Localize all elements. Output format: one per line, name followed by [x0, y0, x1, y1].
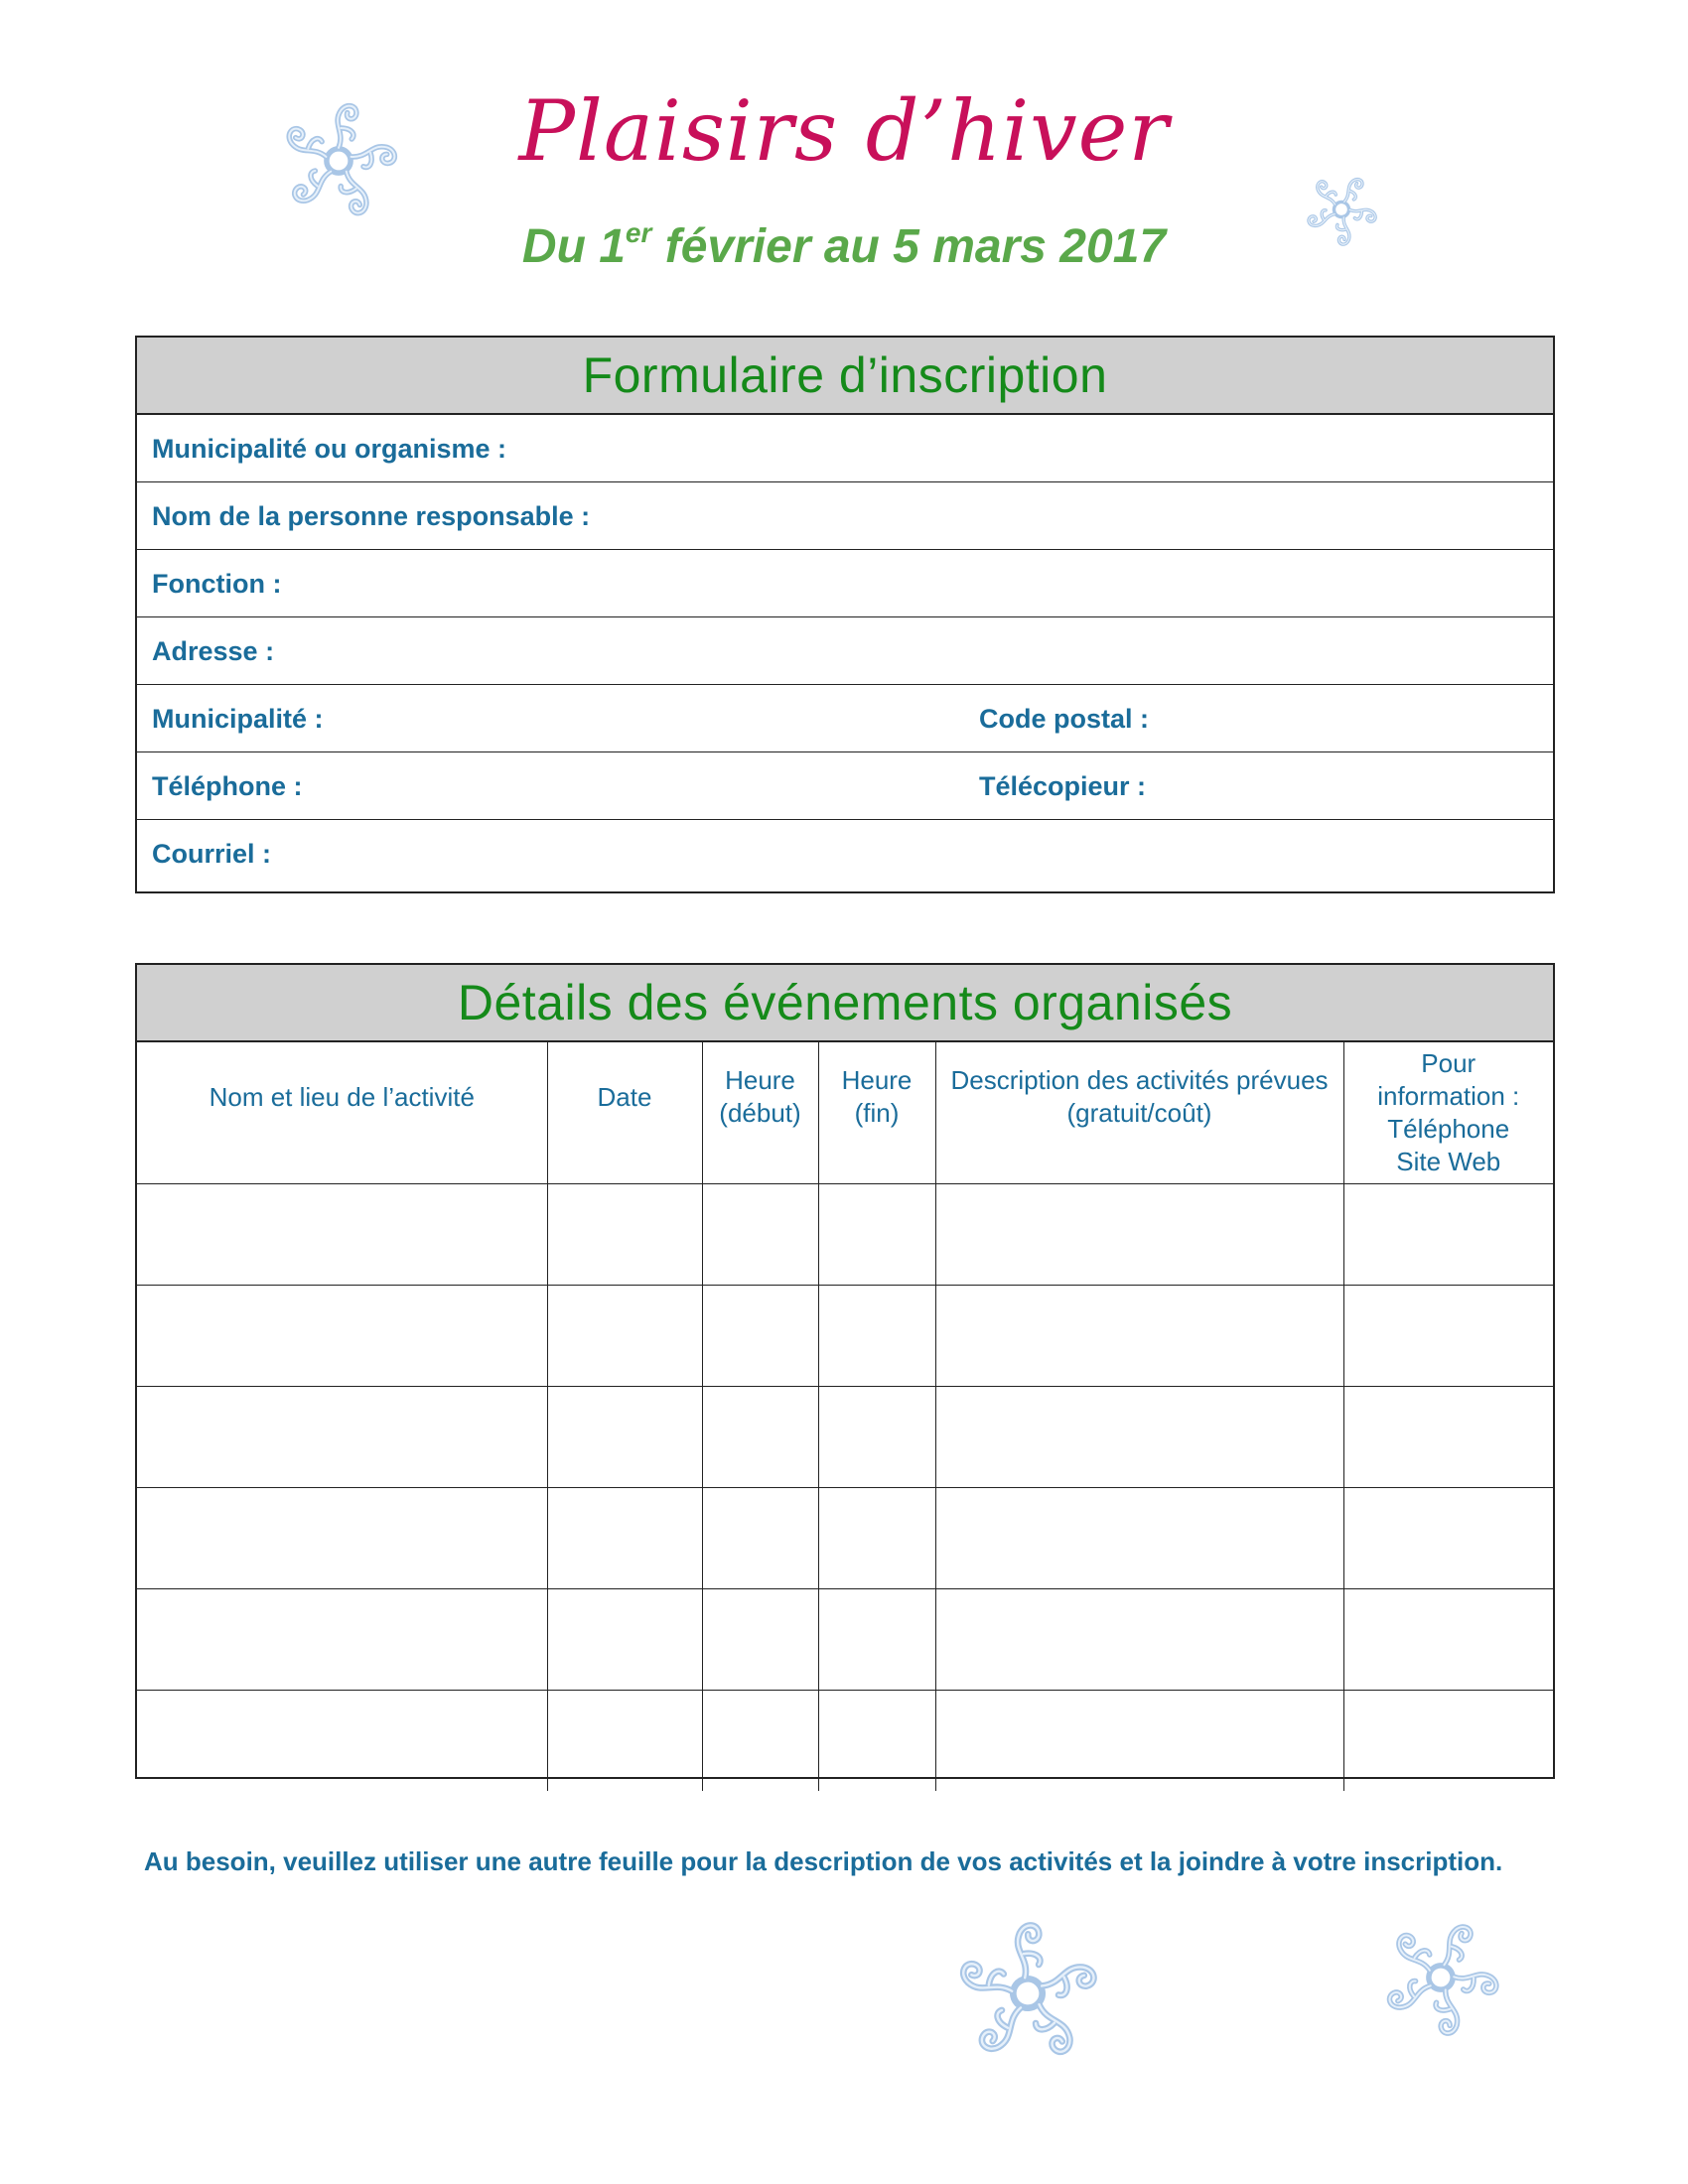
table-cell[interactable] — [547, 1691, 702, 1792]
registration-form — [135, 336, 1555, 893]
events-table — [137, 1042, 1553, 1791]
table-cell[interactable] — [547, 1184, 702, 1286]
table-cell[interactable] — [137, 1589, 547, 1691]
responsible-row[interactable] — [137, 482, 1553, 550]
column-header: Heure (fin) — [818, 1042, 935, 1184]
registration-heading: Formulaire d’inscription — [137, 338, 1553, 415]
snowflake-icon — [1375, 1912, 1506, 2043]
municipality-row[interactable] — [137, 685, 1553, 752]
table-cell[interactable] — [818, 1387, 935, 1488]
events-section — [135, 963, 1555, 1779]
phone-row[interactable] — [137, 752, 1553, 820]
address-row[interactable] — [137, 617, 1553, 685]
table-row — [137, 1184, 1553, 1286]
column-header: Heure (début) — [702, 1042, 818, 1184]
function-row[interactable] — [137, 550, 1553, 617]
events-header-row — [137, 1042, 1553, 1184]
column-header: Date — [547, 1042, 702, 1184]
table-cell[interactable] — [137, 1286, 547, 1387]
page-subtitle — [0, 204, 1688, 277]
organization-label: Municipalité ou organisme : — [152, 434, 507, 464]
address-label: Adresse : — [152, 636, 275, 666]
table-cell[interactable] — [547, 1387, 702, 1488]
phone-label: Téléphone : — [152, 771, 303, 801]
email-label: Courriel : — [152, 839, 272, 869]
table-row — [137, 1488, 1553, 1589]
table-cell[interactable] — [935, 1286, 1343, 1387]
table-cell[interactable] — [702, 1691, 818, 1792]
table-cell[interactable] — [702, 1387, 818, 1488]
table-cell[interactable] — [818, 1589, 935, 1691]
function-label: Fonction : — [152, 569, 282, 599]
snowflake-icon — [948, 1914, 1107, 2073]
footnote: Au besoin, veuillez utiliser une autre feuille pour la description de vos activités et la joindre à votre inscription. — [144, 1846, 1503, 1876]
events-heading: Détails des événements organisés — [137, 965, 1553, 1042]
table-cell[interactable] — [935, 1387, 1343, 1488]
table-cell[interactable] — [818, 1184, 935, 1286]
email-row[interactable] — [137, 820, 1553, 887]
postal-code-label: Code postal : — [979, 704, 1150, 734]
table-cell[interactable] — [137, 1184, 547, 1286]
table-row — [137, 1691, 1553, 1792]
table-cell[interactable] — [702, 1589, 818, 1691]
table-cell[interactable] — [702, 1286, 818, 1387]
table-cell[interactable] — [818, 1488, 935, 1589]
table-cell[interactable] — [1343, 1691, 1553, 1792]
table-cell[interactable] — [547, 1589, 702, 1691]
table-cell[interactable] — [935, 1488, 1343, 1589]
subtitle-prefix: Du 1 — [521, 220, 626, 273]
table-cell[interactable] — [137, 1691, 547, 1792]
column-header: Nom et lieu de l’activité — [137, 1042, 547, 1184]
table-cell[interactable] — [1343, 1488, 1553, 1589]
table-cell[interactable] — [1343, 1286, 1553, 1387]
table-cell[interactable] — [547, 1286, 702, 1387]
table-row — [137, 1286, 1553, 1387]
subtitle-superscript: er — [625, 217, 652, 248]
page-title: Plaisirs d’hiver — [518, 82, 1170, 180]
table-cell[interactable] — [547, 1488, 702, 1589]
table-cell[interactable] — [702, 1184, 818, 1286]
table-cell[interactable] — [935, 1184, 1343, 1286]
responsible-label: Nom de la personne responsable : — [152, 501, 591, 531]
table-cell[interactable] — [935, 1589, 1343, 1691]
table-cell[interactable] — [818, 1286, 935, 1387]
municipality-label: Municipalité : — [152, 704, 324, 734]
table-cell[interactable] — [818, 1691, 935, 1792]
column-header: Pour information : Téléphone Site Web — [1343, 1042, 1553, 1184]
table-cell[interactable] — [1343, 1387, 1553, 1488]
table-cell[interactable] — [935, 1691, 1343, 1792]
table-cell[interactable] — [702, 1488, 818, 1589]
table-row — [137, 1387, 1553, 1488]
table-cell[interactable] — [1343, 1184, 1553, 1286]
subtitle-suffix: février au 5 mars 2017 — [651, 220, 1167, 273]
organization-row[interactable] — [137, 415, 1553, 482]
table-row — [137, 1589, 1553, 1691]
fax-label: Télécopieur : — [979, 771, 1147, 801]
table-cell[interactable] — [137, 1488, 547, 1589]
table-cell[interactable] — [1343, 1589, 1553, 1691]
table-cell[interactable] — [137, 1387, 547, 1488]
column-header: Description des activités prévues (gratuit/coût) — [935, 1042, 1343, 1184]
